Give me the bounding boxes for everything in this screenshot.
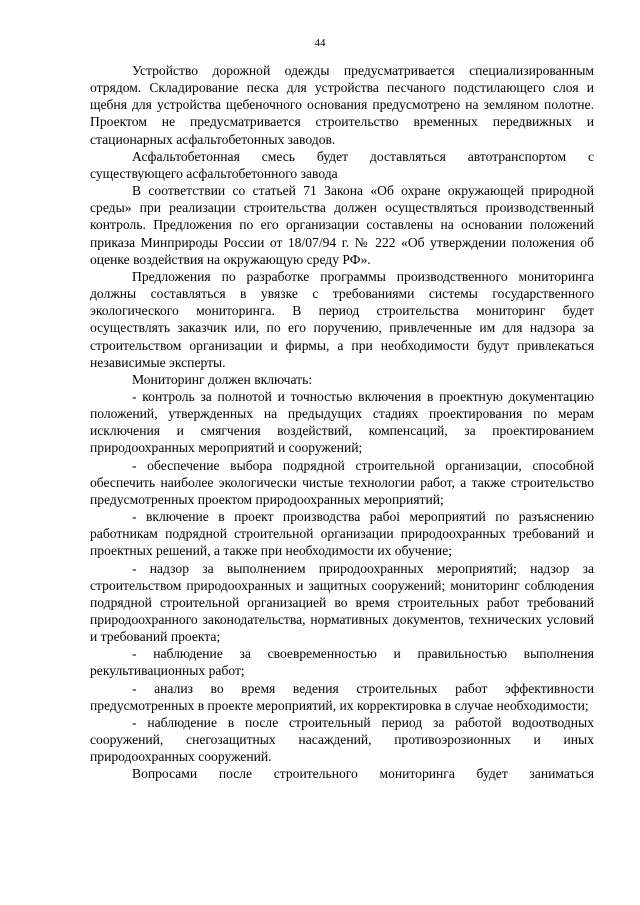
list-item-recultivation: - наблюдение за своевременностью и правильностью выполнения рекультивационных работ;	[90, 646, 594, 679]
paragraph-asphalt-delivery: Асфальтобетонная смесь будет доставляться автотранспортом с существующего асфальтобетонного завода	[90, 148, 594, 181]
list-item-efficiency-analysis: - анализ во время ведения строительных работ эффективности предусмотренных в проекте мероприятий, их корректировка в случае необходимости;	[90, 680, 594, 713]
list-item-supervision: - надзор за выполнением природоохранных мероприятий; надзор за строительством природоохранных и защитных сооружений; мониторинг соблюдения подрядной строительной организацией во время строительных работ требований природоохранного законодательства, нормативных документов, технических условий и требований проекта;	[90, 560, 594, 645]
paragraph-monitoring-includes: Мониторинг должен включать:	[132, 371, 313, 387]
list-item-staff-training: - включение в проект производства рабоі мероприятий по разъяснению работникам подрядной строительной организации природоохранных требований и проектных решений, а также при необходимости их обучение;	[90, 509, 594, 559]
list-item-contractor-selection: - обеспечение выбора подрядной строительной организации, способной обеспечить наиболее экологически чистые технологии работ, а также строительство предусмотренных проектом природоохранных мероприятий;	[90, 457, 594, 507]
paragraph-post-construction-monitoring: Вопросами после строительного мониторинга будет заниматься	[132, 766, 594, 782]
paragraph-monitoring-program: Предложения по разработке программы производственного мониторинга должны составляться в увязке с требованиями системы государственного экологического мониторинга. В период строительства мониторинг будет осуществлять заказчик или, по его поручению, привлеченные им для надзора за строительством организации и фирмы, а при необходимости будут привлекаться независимые эксперты.	[90, 268, 594, 370]
page-number: 44	[314, 37, 326, 49]
body-text	[90, 62, 594, 783]
paragraph-production-control: В соответствии со статьей 71 Закона «Об охране окружающей природной среды» при реализации строительства должен осуществляться производственный контроль. Предложения по его организации составлены на основании положений приказа Минприроды России от 18/07/94 г. № 222 «Об утверждении положения об оценке воздействия на окружающую среду РФ».	[90, 183, 594, 267]
list-item-post-construction: - наблюдение в после строительный период за работой водоотводных сооружений, снегозащитных насаждений, противоэрозионных и иных природоохранных сооружений.	[90, 714, 594, 765]
list-item-project-control: - контроль за полнотой и точностью включения в проектную документацию положений, утвержденных на предыдущих стадиях проектирования по мерам исключения и смягчения воздействий, компенсаций, за проектированием природоохранных мероприятий и сооружений;	[90, 388, 594, 456]
paragraph-road-pavement: Устройство дорожной одежды предусматривается специализированным отрядом. Складирование песка для устройства песчаного подстилающего слоя и щебня для устройства щебеночного основания предусмотрено на земляном полотне. Проектом не предусматривается строительство временных передвижных и стационарных асфальтобетонных заводов.	[90, 63, 594, 147]
